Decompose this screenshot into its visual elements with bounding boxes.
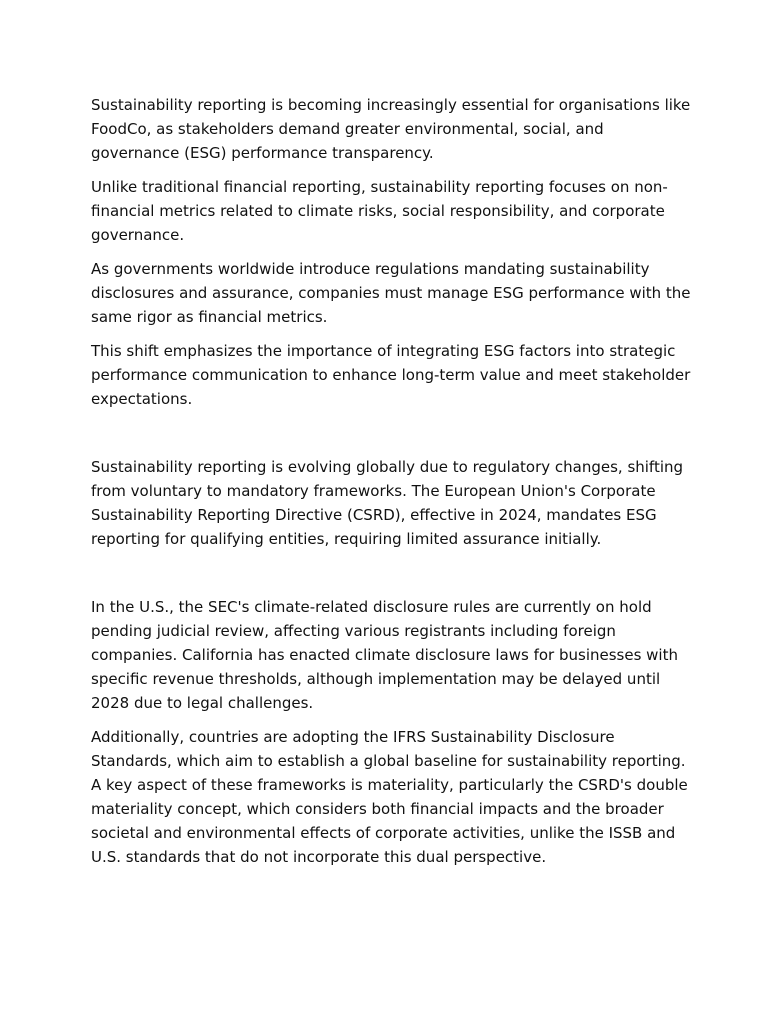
paragraph-us-sec: In the U.S., the SEC's climate-related disclosure rules are currently on hold pending judicial review, affecting various registrants including foreign companies. California has enacted climate disclosure laws for businesses with specific revenue thresholds, although implementation may be delayed until 2028 due to legal challenges. [91,598,678,712]
paragraph-evolving-globally: Sustainability reporting is evolving globally due to regulatory changes, shifting from voluntary to mandatory frameworks. The European Union's Corporate Sustainability Reporting Directive (CSRD), effective in 2024, mandates ESG reporting for qualifying entities, requiring limited assurance initially. [91,458,684,548]
paragraph-ifrs: Additionally, countries are adopting the IFRS Sustainability Disclosure Standards, which aim to establish a global baseline for sustainability reporting. A key aspect of these frameworks is materiality, particularly the CSRD's double materiality concept, which considers both financial impacts and the broader societal and environmental effects of corporate activities, unlike the ISSB and U.S. standards that do not incorporate this dual perspective. [91,728,688,866]
document-body [91,93,691,879]
paragraph-regulations: As governments worldwide introduce regulations mandating sustainability disclosures and assurance, companies must manage ESG performance with the same rigor as financial metrics. [91,260,691,326]
paragraph-intro: Sustainability reporting is becoming increasingly essential for organisations like FoodCo, as stakeholders demand greater environmental, social, and governance (ESG) performance transparency. [91,96,691,162]
paragraph-shift: This shift emphasizes the importance of integrating ESG factors into strategic performance communication to enhance long-term value and meet stakeholder expectations. [91,342,691,408]
paragraph-unlike-traditional: Unlike traditional financial reporting, sustainability reporting focuses on non-financial metrics related to climate risks, social responsibility, and corporate governance. [91,178,668,244]
